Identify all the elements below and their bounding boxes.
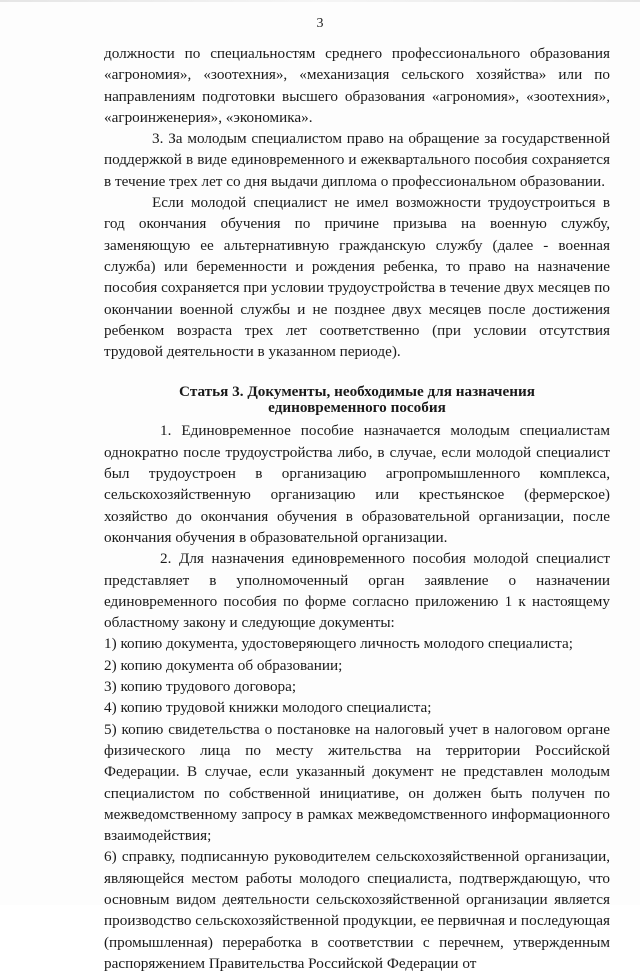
page-number: 3 bbox=[316, 16, 324, 31]
paragraph-continuation: должности по специальностям среднего профессионального образования «агрономия», «зоотехния», «механизация сельского хозяйства» или по направлениям подготовки высшего образования «агрономия», «зоотехния», «агроинженерия», «экономика». bbox=[104, 45, 610, 126]
paragraph-item-3: 3. За молодым специалистом право на обращение за государственной поддержкой в виде единовременного и ежеквартального пособия сохраняется в течение трех лет со дня выдачи диплома о профессиональном образовании. bbox=[104, 130, 610, 190]
list-item-6: 6) справку, подписанную руководителем сельскохозяйственной организации, являющейся местом работы молодого специалиста, подтверждающую, что основным видом деятельности сельскохозяйственной организации является производство сельскохозяйственной продукции, ее первичная и последующая (промышленная) переработка в соответствии с перечнем, утвержденным распоряжением Правительства Российской Федерации от bbox=[104, 848, 610, 972]
list-item-4: 4) копию трудовой книжки молодого специалиста; bbox=[104, 699, 432, 717]
list-item-3: 3) копию трудового договора; bbox=[104, 678, 297, 696]
list-item-5: 5) копию свидетельства о постановке на налоговый учет в налоговом органе физического лица по месту жительства на территории Российской Федерации. В случае, если указанный документ не представлен молодым специалистом по собственной инициативе, он должен быть получен по межведомственному запросу в рамках межведомственного информационного взаимодействия; bbox=[104, 720, 610, 845]
article-heading-line1: Статья 3. Документы, необходимые для назначения bbox=[179, 383, 535, 401]
document-body bbox=[104, 43, 610, 974]
article-paragraph-2: 2. Для назначения единовременного пособия молодой специалист представляет в уполномоченный орган заявление о назначении единовременного пособия по форме согласно приложению 1 к настоящему областному закону и следующие документы: bbox=[104, 550, 610, 632]
article-heading-line2: единовременного пособия bbox=[268, 399, 446, 417]
article-heading bbox=[104, 384, 610, 416]
list-item-1: 1) копию документа, удостоверяющего личность молодого специалиста; bbox=[104, 635, 573, 653]
list-item-2: 2) копию документа об образовании; bbox=[104, 656, 343, 674]
paragraph-military-service: Если молодой специалист не имел возможности трудоустроиться в год окончания обучения по причине призыва на военную службу, заменяющую ее альтернативную гражданскую службу (далее - военная служба) или беременности и рождения ребенка, то право на назначение пособия сохраняется при условии трудоустройства в течение двух месяцев по окончании военной службы и не позднее двух месяцев после достижения ребенком возраста трех лет соответственно (при условии отсутствия трудовой деятельности в указанном периоде). bbox=[104, 194, 610, 361]
scan-edge bbox=[0, 0, 640, 2]
article-paragraph-1: 1. Единовременное пособие назначается молодым специалистам однократно после трудоустройства либо, в случае, если молодой специалист был трудоустроен в организацию агропромышленного комплекса, сельскохозяйственную организацию или крестьянское (фермерское) хозяйство до окончания обучения в образовательной организации, после окончания обучения в образовательной организации. bbox=[104, 422, 610, 546]
